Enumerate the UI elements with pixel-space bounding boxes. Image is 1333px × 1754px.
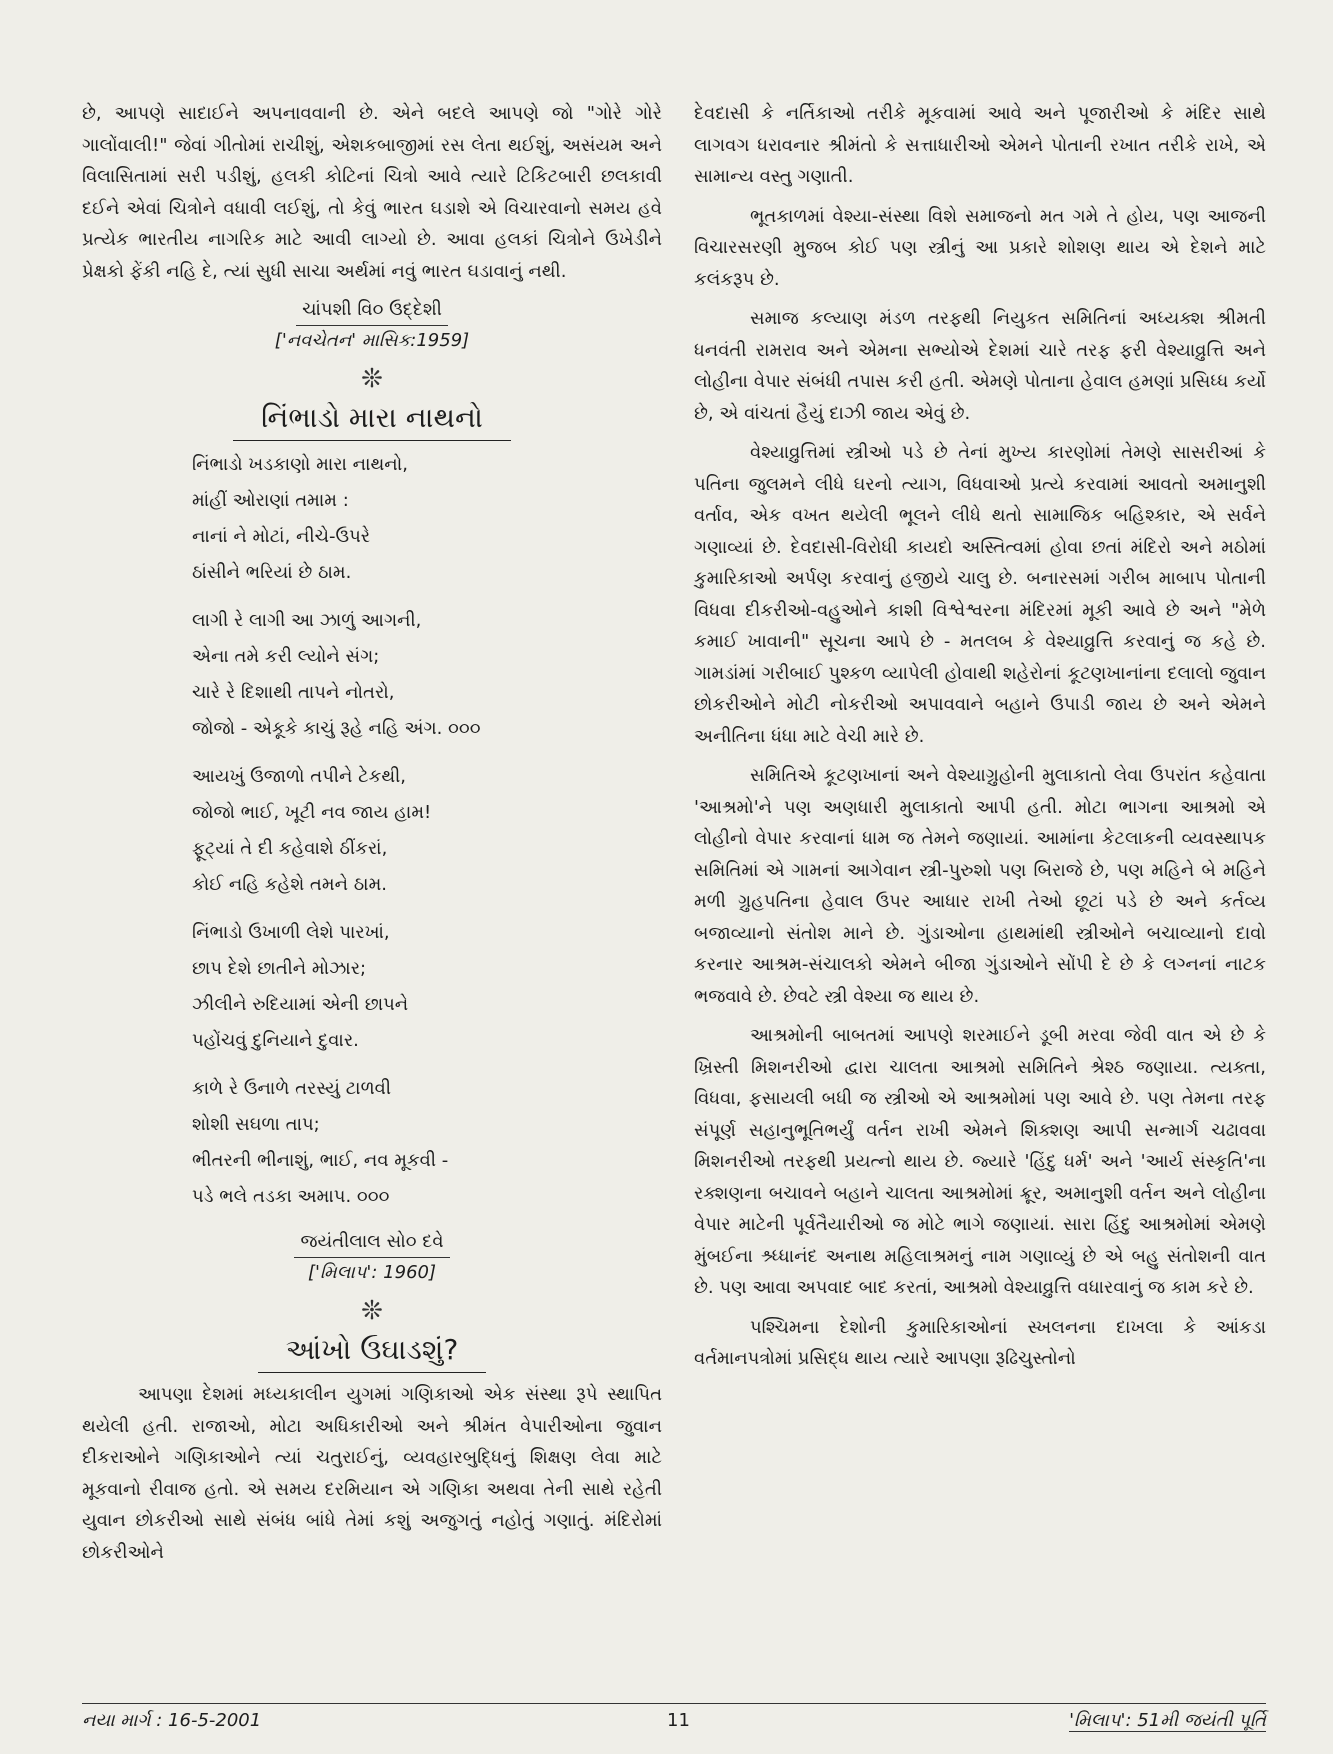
intro-paragraph: છે, આપણે સાદાઈને અપનાવવાની છે. એને બદલે આપણે જો "ગોરે ગોરે ગાલોંવાલી!" જેવાં ગીતોમાં રાચીશું, એશકબાજીમાં રસ લેતા થઈશું, અસંયમ અને વિલાસિતામાં સરી પડીશું, હલકી કોટિનાં ચિત્રો આવે ત્યારે ટિકિટબારી છલકાવી દઈને એવાં ચિત્રોને વધાવી લઈશું, તો કેવું ભારત ઘડાશે એ વિચારવાનો સમય હવે પ્રત્યેક ભારતીય નાગરિક માટે આવી લાગ્યો છે. આવા હલકાં ચિત્રોને ઉખેડીને પ્રેક્ષકો ફેંકી નહિ દે, ત્યાં સુધી સાચા અર્થમાં નવું ભારત ઘડાવાનું નથી. xyxy=(82,103,662,282)
poem-line: પડે ભલે તડકા અમાપ. ૦૦૦ xyxy=(192,1186,390,1207)
poem-line: શોશી સઘળા તાપ; xyxy=(192,1114,320,1135)
article-paragraph: વેશ્યાવ્રુત્તિમાં સ્ત્રીઓ પડે છે તેનાં મુખ્ય કારણોમાં તેમણે સાસરીઆં કે પતિના જુલમને લીધે ઘરનો ત્યાગ, વિધવાઓ પ્રત્યે કરવામાં આવતો અમાનુશી વર્તાવ, એક વખત થયેલી ભૂલને લીધે થતો સામાજિક બહિશ્કાર, એ સર્વને ગણાવ્યાં છે. દેવદાસી-વિરોધી કાયદો અસ્તિત્વમાં હોવા છતાં મંદિરો અને મઠોમાં કુમારિકાઓ અર્પણ કરવાનું હજીયે ચાલુ છે. બનારસમાં ગરીબ માબાપ પોતાની વિધવા દીકરીઓ-વહુઓને કાશી વિશ્વેશ્વરના મંદિરમાં મૂકી આવે છે અને "મેળે કમાઈ ખાવાની" સૂચના આપે છે - મતલબ કે વેશ્યાવ્રુત્તિ કરવાનું જ કહે છે. ગામડાંમાં ગરીબાઈ પુશ્કળ વ્યાપેલી હોવાથી શહેરોનાં કૂટણખાનાંના દલાલો જુવાન છોકરીઓને મોટી નોકરીઓ અપાવવાને બહાને ઉપાડી જાય છે અને એમને અનીતિના ધંધા માટે વેચી મારે છે. xyxy=(694,442,1266,747)
right-column xyxy=(694,98,1266,1383)
credit-2-source: ['મિલાપ': 1960] xyxy=(307,1262,436,1283)
article-paragraph: સમાજ કલ્યાણ મંડળ તરફથી નિયુકત સમિતિનાં અધ્યક્શ શ્રીમતી ધનવંતી રામરાવ અને એમના સભ્યોએ દેશમાં ચારે તરફ ફરી વેશ્યાવ્રુત્તિ અને લોહીના વેપાર સંબંધી તપાસ કરી હતી. એમણે પોતાના હેવાલ હમણાં પ્રસિધ્ધ કર્યો છે, એ વાંચતાં હૈયું દાઝી જાય એવું છે. xyxy=(694,308,1266,424)
poem-line: લાગી રે લાગી આ ઝાળું આગની, xyxy=(192,610,422,631)
poem-line: જોજો ભાઈ, ખૂટી નવ જાય હામ! xyxy=(192,802,432,823)
poem-line: કાળે રે ઉનાળે તરસ્યું ટાળવી xyxy=(192,1078,391,1099)
article-paragraph: સમિતિએ કૂટણખાનાં અને વેશ્યાગ્રુહોની મુલાકાતો લેવા ઉપરાંત કહેવાતા 'આશ્રમો'ને પણ અણધારી મુલાકાતો આપી હતી. મોટા ભાગના આશ્રમો એ લોહીનો વેપાર કરવાનાં ધામ જ તેમને જણાયાં. આમાંના કેટલાકની વ્યવસ્થાપક સમિતિમાં એ ગામનાં આગેવાન સ્ત્રી-પુરુશો પણ બિરાજે છે, પણ મહિને બે મહિને મળી ગ્રુહપતિના હેવાલ ઉપર આધાર રાખી તેઓ છૂટાં પડે છે અને કર્તવ્ય બજાવ્યાનો સંતોશ માને છે. ગુંડાઓના હાથમાંથી સ્ત્રીઓને બચાવ્યાનો દાવો કરનાર આશ્રમ-સંચાલકો એમને બીજા ગુંડાઓને સોંપી દે છે કે લગ્નનાં નાટક ભજવાવે છે. છેવટે સ્ત્રી વેશ્યા જ થાય છે. xyxy=(694,765,1266,1007)
article-paragraph: પશ્ચિમના દેશોની કુમારિકાઓનાં સ્ખલનના દાખલા કે આંકડા વર્તમાનપત્રોમાં પ્રસિદ્ધ થાય ત્યારે આપણા રૂઢિચુસ્તોનો xyxy=(694,1316,1266,1369)
footer-supplement: 'મિલાપ': 51મી જયંતી પૂર્તિ xyxy=(1069,1710,1266,1731)
poem-line: પહોંચવું દુનિયાને દુવાર. xyxy=(192,1030,359,1051)
credit-1-author: ચાંપશી વિ૦ ઉદ્દેશી xyxy=(296,295,448,326)
page-footer xyxy=(82,1706,1266,1736)
poem-line: નિંભાડો ઉખાળી લેશે પારખાં, xyxy=(192,922,390,943)
poem-line: જોજો - એકૂકે કાચું રૂહે નહિ અંગ. ૦૦૦ xyxy=(192,718,481,739)
poem-line: નિંભાડો ખડકાણો મારા નાથનો, xyxy=(192,454,408,475)
poem-stanza xyxy=(192,915,662,1059)
poem-line: આયખું ઉજાળો તપીને ટેકથી, xyxy=(192,766,407,787)
poem xyxy=(192,447,662,1215)
poem-line: ફૂટ્યાં તે દી કહેવાશે ઠીંકરાં, xyxy=(192,838,388,859)
poem-line: ઝીલીને રુદિયામાં એની છાપને xyxy=(192,994,409,1015)
poem-title: નિંભાડો મારા નાથનો xyxy=(82,398,662,441)
credit-2 xyxy=(82,1227,662,1288)
article-paragraph: ભૂતકાળમાં વેશ્યા-સંસ્થા વિશે સમાજનો મત ગમે તે હોય, પણ આજની વિચારસરણી મુજબ કોઈ પણ સ્ત્રીનું આ પ્રકારે શોશણ થાય એ દેશને માટે કલંકરૂપ છે. xyxy=(694,205,1266,290)
credit-1 xyxy=(82,295,662,356)
poem-line: છાપ દેશે છાતીને મોઝાર; xyxy=(192,958,367,979)
poem-stanza xyxy=(192,447,662,591)
article-paragraph: આપણા દેશમાં મધ્યકાલીન યુગમાં ગણિકાઓ એક સંસ્થા રૂપે સ્થાપિત થયેલી હતી. રાજાઓ, મોટા અધિકારીઓ અને શ્રીમંત વેપારીઓના જુવાન દીકરાઓને ગણિકાઓને ત્યાં ચતુરાઈનું, વ્યવહારબુદ્ધિનું શિક્ષણ લેવા માટે મૂકવાનો રીવાજ હતો. એ સમય દરમિયાન એ ગણિકા અથવા તેની સાથે રહેતી યુવાન છોકરીઓ સાથે સંબંધ બાંધે તેમાં કશું અજુગતું નહોતું ગણાતું. મંદિરોમાં છોકરીઓને xyxy=(82,1384,662,1563)
poem-line: નાનાં ને મોટાં, નીચે-ઉપરે xyxy=(192,526,371,547)
credit-2-author: જયંતીલાલ સો૦ દવે xyxy=(294,1227,449,1258)
poem-line: ચારે રે દિશાથી તાપને નોતરો, xyxy=(192,682,395,703)
article-paragraph: આશ્રમોની બાબતમાં આપણે શરમાઈને ડૂબી મરવા જેવી વાત એ છે કે ખ્રિસ્તી મિશનરીઓ દ્વારા ચાલતા આશ્રમો સમિતિને શ્રેશ્ઠ જણાયા. ત્યક્તા, વિધવા, ફસાયલી બધી જ સ્ત્રીઓ એ આશ્રમોમાં પણ આવે છે. પણ તેમના તરફ સંપૂર્ણ સહાનુભૂતિભર્યું વર્તન રાખી એમને શિક્શણ આપી સન્માર્ગ ચઢાવવા મિશનરીઓ તરફથી પ્રયત્નો થાય છે. જ્યારે 'હિંદુ ધર્મ' અને 'આર્ય સંસ્કૃતિ'ના રક્શણના બચાવને બહાને ચાલતા આશ્રમોમાં ક્રૂર, અમાનુશી વર્તન અને લોહીના વેપાર માટેની પૂર્વતૈયારીઓ જ મોટે ભાગે જણાયાં. સારા હિંદુ આશ્રમોમાં એમણે મુંબઈના શ્ર્ધ્ધાનંદ અનાથ મહિલાશ્રમનું નામ ગણાવ્યું છે એ બહુ સંતોશની વાત છે. પણ આવા અપવાદ બાદ કરતાં, આશ્રમો વેશ્યાવ્રુત્તિ વધારવાનું જ કામ કરે છે. xyxy=(694,1025,1266,1298)
footer-divider xyxy=(82,1703,1266,1704)
poem-stanza xyxy=(192,759,662,903)
poem-line: એના તમે કરી લ્યોને સંગ; xyxy=(192,646,380,667)
article-paragraph: દેવદાસી કે નર્તિકાઓ તરીકે મૂકવામાં આવે અને પૂજારીઓ કે મંદિર સાથે લાગવગ ધરાવનાર શ્રીમંતો કે સત્તાધારીઓ એમને પોતાની રખાત તરીકે રાખે, એ સામાન્ય વસ્તુ ગણાતી. xyxy=(694,103,1266,187)
poem-line: ઠાંસીને ભરિયાં છે ઠામ. xyxy=(192,562,352,583)
separator-ornament-2: ❊ xyxy=(361,1296,383,1326)
credit-1-source: ['નવચેતન' માસિક:1959] xyxy=(274,330,470,351)
poem-line: કોઈ નહિ કહેશે તમને ઠામ. xyxy=(192,874,388,895)
poem-line: માંહીં ઓરાણાં તમામ : xyxy=(192,490,349,511)
poem-stanza xyxy=(192,603,662,747)
footer-publication: નયા માર્ગ : 16-5-2001 xyxy=(82,1710,262,1731)
separator-ornament-1: ❊ xyxy=(361,364,383,394)
page-number: 11 xyxy=(667,1710,690,1731)
left-column xyxy=(82,98,662,1576)
poem-stanza xyxy=(192,1071,662,1215)
article-title: આંખો ઉઘાડશું? xyxy=(82,1330,662,1373)
poem-line: ભીતરની ભીનાશું, ભાઈ, નવ મૂકવી - xyxy=(192,1150,449,1171)
